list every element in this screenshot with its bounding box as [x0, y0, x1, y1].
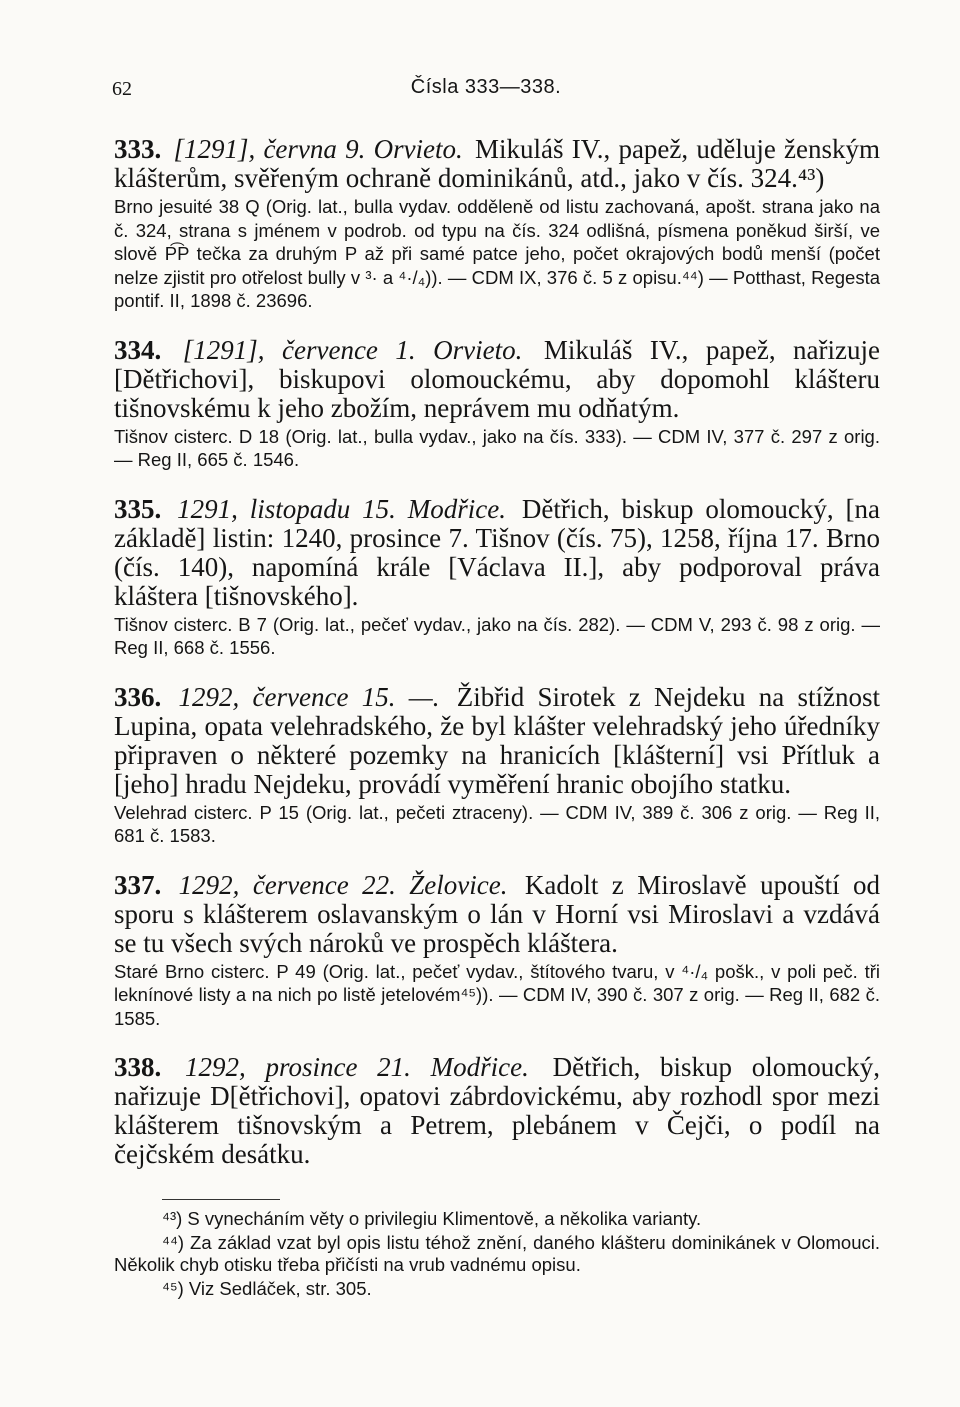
- entry-source: Staré Brno cisterc. P 49 (Orig. lat., pečeť vydav., štítového tvaru, v ⁴·/₄ pošk., v poli peč. tři leknínové listy a na nich po listě jetelovém⁴⁵)). — CDM IV, 390 č. 307 z orig. — Reg II, 682 č. 1585.: [114, 960, 880, 1029]
- entry-date: [1291], července 1. Orvieto.: [182, 334, 523, 365]
- entry-summary: Dětřich, biskup olomoucký, [na základě] listin: 1240, prosince 7. Tišnov (čís. 75), 1258, října 17. Brno (čís. 140), napomíná krále [Václava II.], aby podporoval práva kláštera [tišnovského].: [114, 493, 881, 611]
- entry-number: 335.: [114, 493, 162, 524]
- entry-summary: Žibřid Sirotek z Nejdeku na stížnost Lupina, opata velehradského, že byl klášter velehradský jeho úředníky připraven o některé pozemky na hranicích [klášterní] vsi Přítluk a [jeho] hradu Nejdeku, provádí vyměření hranic obojího statku.: [114, 681, 880, 799]
- running-title: Čísla 333—338.: [410, 76, 562, 98]
- entry-number: 336.: [114, 681, 162, 712]
- regest-main-text: [114, 336, 880, 423]
- regest-main-text: [114, 1053, 880, 1169]
- entry-date: 1291, listopadu 15. Modřice.: [177, 493, 507, 524]
- entry-number: 338.: [114, 1052, 162, 1082]
- entry-summary: Mikuláš IV., papež, nařizuje [Dětřichovi], biskupovi olomouckému, aby dopomohl klášteru tišnovskému k jeho zbožím, neprávem mu odňatým.: [114, 334, 881, 423]
- page-body: [114, 135, 880, 1302]
- regest-entry-334: [114, 336, 880, 472]
- footnote-43: ⁴³) S vynecháním věty o privilegiu Klimentově, a několika varianty.: [162, 1208, 702, 1229]
- entry-source: Tišnov cisterc. B 7 (Orig. lat., pečeť vydav., jako na čís. 282). — CDM V, 293 č. 98 z orig. — Reg II, 668 č. 1556.: [114, 613, 880, 658]
- entry-source: Velehrad cisterc. P 15 (Orig. lat., pečeti ztraceny). — CDM IV, 389 č. 306 z orig. — Reg II, 681 č. 1583.: [114, 801, 880, 846]
- entry-number: 334.: [114, 334, 162, 365]
- regest-entry-338: [114, 1053, 880, 1169]
- regest-main-text: [114, 495, 880, 611]
- entry-number: 337.: [114, 869, 162, 900]
- entry-summary: Kadolt z Miroslavě upouští od sporu s klášterem oslavanským o lán v Horní vsi Miroslavi a vzdává se tu všech svých nároků ve prospěch kláštera.: [114, 869, 880, 958]
- entry-source: Tišnov cisterc. D 18 (Orig. lat., bulla vydav., jako na čís. 333). — CDM IV, 377 č. 297 z orig. — Reg II, 665 č. 1546.: [114, 425, 880, 470]
- regest-entry-336: [114, 683, 880, 848]
- regest-entry-333: [114, 135, 880, 313]
- entry-date: [1291], června 9. Orvieto.: [173, 134, 463, 164]
- regest-entry-335: [114, 495, 880, 660]
- entry-date: 1292, července 22. Želovice.: [178, 869, 508, 900]
- page-number: 62: [112, 78, 132, 100]
- regest-main-text: [114, 135, 880, 193]
- entry-source: Brno jesuité 38 Q (Orig. lat., bulla vydav. odděleně od listu zachovaná, apošt. strana jako na č. 324, strana s jménem v podrob. od typu na čís. 324 odlišná, písmena poněkud širší, ve slově P͡P tečka za druhým P až při samé patce jeho, počet okrajových bodů menší (počet nelze zjistit pro otřelost bully v ³· a ⁴·/₄)). — CDM IX, 376 č. 5 z opisu.⁴⁴) — Potthast, Regesta pontif. II, 1898 č. 23696.: [114, 196, 880, 311]
- regest-entry-337: [114, 871, 880, 1031]
- entry-date: 1292, července 15. —.: [178, 681, 440, 712]
- entry-summary: Mikuláš IV., papež, uděluje ženským klášterům, svěřeným ochraně dominikánů, atd., jako v čís. 324.⁴³): [114, 134, 881, 193]
- regest-main-text: [114, 683, 880, 799]
- entry-date: 1292, prosince 21. Modřice.: [184, 1052, 529, 1082]
- entry-summary: Dětřich, biskup olomoucký, nařizuje D[ětřichovi], opatovi zábrdovickému, aby rozhodl spor mezi klášterem tišnovským a Petrem, plebánem v Čejči, o podíl na čejčském desátku.: [114, 1052, 881, 1169]
- regest-main-text: [114, 871, 880, 958]
- footnote-divider: [162, 1199, 280, 1200]
- footnote-45: ⁴⁵) Viz Sedláček, str. 305.: [162, 1278, 372, 1299]
- entry-number: 333.: [114, 134, 162, 164]
- page-header: [112, 68, 860, 102]
- footnotes: [114, 1208, 880, 1300]
- footnote-44: ⁴⁴) Za základ vzat byl opis listu téhož znění, daného klášteru dominikánek v Olomouci. Několik chyb otisku třeba přičísti na vrub vadnému opisu.: [114, 1232, 880, 1275]
